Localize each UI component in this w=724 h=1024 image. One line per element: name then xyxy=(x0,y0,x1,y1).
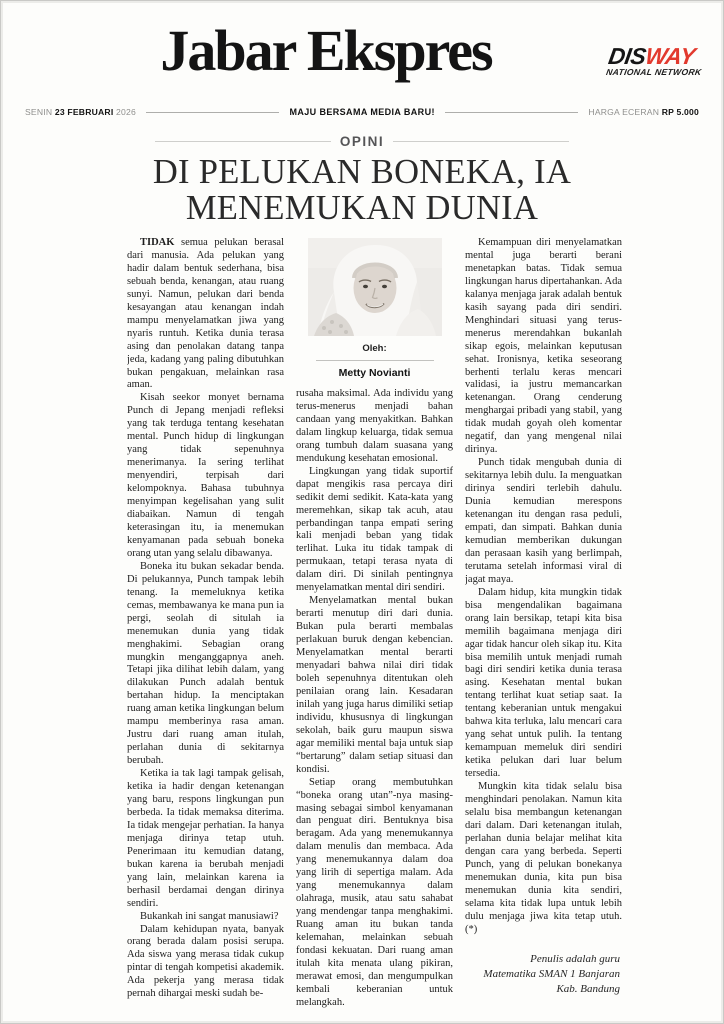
masthead xyxy=(1,1,723,99)
article-paragraph: Mungkin kita tidak selalu bisa menghindari penolakan. Namun kita selalu bisa membangun ketenangan dari dalam. Dari ketenangan itulah, perlahan dunia belajar melihat kita dengan cara yang berbeda. Seperti Punch, yang di pelukan bonekanya menemukan dunia, kita pun bisa menemukan dunia kita sendiri, selama kita tidak lupa untuk lebih dulu menjaga jiwa kita tetap utuh. (*) xyxy=(465,781,622,935)
section-kicker xyxy=(155,134,569,149)
disway-logo-part2: WAY xyxy=(643,43,697,69)
lead-word: TIDAK xyxy=(140,237,182,248)
disway-network-logo xyxy=(605,45,705,77)
byline-divider xyxy=(316,360,434,361)
article-column-3 xyxy=(465,237,622,1015)
author-photo xyxy=(308,238,442,336)
disway-logo-subtitle: NATIONAL NETWORK xyxy=(605,67,703,77)
article-paragraph: Dalam hidup, kita mungkin tidak bisa mengendalikan bagaimana orang lain bersikap, tetapi kita bisa memilih bagaimana menjaga diri agar tidak hancur oleh sikap itu. Kita bisa memilih untuk menjadi rumah bagi diri sendiri ketika dunia terasa asing. Kesehatan mental bukan tentang terlihat kuat setiap saat. Ia tentang keberanian untuk mengakui bahwa kita terluka, lalu mencari cara yang sehat untuk pulih. Ia tentang kemampuan memeluk diri sendiri ketika pelukan dari luar belum tersedia. xyxy=(465,586,622,780)
dateline-rule-right xyxy=(445,112,579,113)
author-name: Metty Novianti xyxy=(338,367,411,379)
disway-logo-text xyxy=(607,45,706,67)
article-paragraph: Dalam kehidupan nyata, banyak orang berada dalam posisi serupa. Ada siswa yang merasa tidak cukup pintar di tengah kompetisi akademik. Ada pekerja yang merasa tidak pernah dihargai meski sudah be- xyxy=(127,923,284,1000)
newspaper-title: Jabar Ekspres xyxy=(160,18,492,83)
article-headline xyxy=(1,154,723,226)
author-portrait-illustration xyxy=(308,238,442,336)
article-column-1 xyxy=(127,237,284,1015)
signature-line: Matematika SMAN 1 Banjaran xyxy=(483,968,620,981)
kicker-rule-left xyxy=(155,141,331,142)
tagline: MAJU BERSAMA MEDIA BARU! xyxy=(289,107,435,117)
dateline-bar xyxy=(25,107,699,117)
article-paragraph: Punch tidak mengubah dunia di sekitarnya lebih dulu. Ia menguatkan dirinya sendiri terlebih dahulu. Dunia kemudian merespons ketenangan itu dengan rasa peduli, empati, dan simpati. Bahkan dunia kemudian memberikan dukungan dan perasaan kasih yang berlimpah, terutama setelah informasi viral di jagat maya. xyxy=(465,457,622,585)
author-signature xyxy=(465,952,622,997)
article-paragraph: Setiap orang membutuhkan “boneka orang utan”-nya masing-masing sebagai simbol kenyamanan dan penguat diri. Bentuknya bisa beragam. Ada yang menemukannya dalam menulis dan membaca. Ada yang menemukannya dalam doa yang lirih di sepertiga malam. Ada yang menemukannya dalam olahraga, musik, atau satu sahabat yang mendengar tanpa menghakimi. Ruang aman itu bukan tanda kelemahan, melainkan sebuah fondasi kekuatan. Dari ruang aman itulah kita menata ulang pikiran, merawat emosi, dan mengumpulkan kembali keberanian untuk melangkah. xyxy=(296,776,453,1008)
article-paragraph: TIDAK semua pelukan berasal dari manusia. Ada pelukan yang hadir dalam bentuk sederhana, bisa sebuah benda, kenangan, atau ruang sunyi. Namun, pelukan dari benda kesayangan atau kenangan indah mampu menyelamatkan jiwa yang nyaris runtuh. Ketika dunia terasa asing dan penolakan datang tanpa jeda, kadang yang paling dibutuhkan bukan pengakuan, melainkan rasa aman. xyxy=(127,237,284,391)
dateline-rule-left xyxy=(146,112,280,113)
disway-logo-part1: DIS xyxy=(606,43,648,69)
article-paragraph: Kisah seekor monyet bernama Punch di Jepang menjadi refleksi yang tak terduga tentang kesehatan mental. Punch hidup di lingkungan yang tidak sepenuhnya menerimanya. Ia sering terlihat menyendiri, terpisah dari kelompoknya. Bahasa tubuhnya menyimpan kegelisahan yang sulit diabaikan. Namun di tengah keterasingan itu, ia menemukan kenyamanan pada sebuah boneka orang utan yang selalu dibawanya. xyxy=(127,392,284,559)
article-column-2-text xyxy=(296,388,453,1010)
article-column-2 xyxy=(296,237,453,1015)
headline-line-2: MENEMUKAN DUNIA xyxy=(185,189,539,227)
edition-date: SENIN 23 FEBRUARI 2026 xyxy=(25,107,136,117)
article-column-3-text xyxy=(465,237,622,936)
article-paragraph: Ketika ia tak lagi tampak gelisah, ketika ia hadir dengan ketenangan yang baru, respons lingkungan pun berbeda. Ia tidak memaksa diterima. Ia tidak mengejar perhatian. Ia hanya menjaga dirinya tetap utuh. Penerimaan itu kemudian datang, bukan karena ia berubah menjadi yang lain, melainkan karena ia berhasil berdamai dengan dirinya sendiri. xyxy=(127,768,284,909)
byline-block xyxy=(296,238,453,379)
signature-line: Kab. Bandung xyxy=(556,983,620,996)
signature-line: Penulis adalah guru xyxy=(530,953,620,966)
article-paragraph: Lingkungan yang tidak suportif dapat mengikis rasa percaya diri sedikit demi sedikit. Kata-kata yang meremehkan, sikap tak acuh, atau perbandingan tanpa empati sering kali menjadi beban yang tidak terlihat. Luka itu tidak tampak di permukaan, tetapi terasa nyata di dalam diri. Di sinilah pentingnya menyelamatkan mental diri sendiri. xyxy=(296,465,453,594)
headline-line-1: DI PELUKAN BONEKA, IA xyxy=(152,153,572,191)
byline-label: Oleh: xyxy=(362,343,387,354)
article-body xyxy=(127,237,622,1015)
section-label: OPINI xyxy=(339,134,385,149)
price: HARGA ECERAN RP 5.000 xyxy=(588,107,699,117)
kicker-rule-right xyxy=(393,141,569,142)
article-paragraph: Menyelamatkan mental bukan berarti menutup diri dari dunia. Bukan pula berarti membalas perlakuan buruk dengan kebencian. Menyelamatkan mental berarti menyadari bahwa nilai diri tidak boleh sepenuhnya ditentukan oleh penilaian orang lain. Kesadaran inilah yang juga harus dimiliki setiap individu, khususnya di lingkungan sekolah, baik guru maupun siswa agar memiliki mental baja untuk siap “bertarung” dalam setiap situasi dan kondisi. xyxy=(296,595,453,775)
article-paragraph: rusaha maksimal. Ada individu yang terus-menerus menjadi bahan candaan yang menyakitkan. Bahkan dalam lingkup keluarga, tidak semua orang tumbuh dalam suasana yang mendukung kesehatan emosional. xyxy=(296,388,453,464)
article-paragraph: Kemampuan diri menyelamatkan mental juga berarti berani menetapkan batas. Tidak semua lingkungan harus dipertahankan. Ada kalanya menjaga jarak adalah bentuk kasih sayang pada diri sendiri. Menghindari situasi yang terus-menerus merendahkan bukanlah sikap egois, melainkan keputusan sehat. Ironisnya, ketika seseorang berhenti terlalu keras mencari validasi, ia justru memancarkan ketenangan. Orang cenderung menghargai pribadi yang stabil, yang tidak mudah goyah oleh komentar negatif, dan yang mengenal nilai dirinya. xyxy=(465,237,622,456)
article-paragraph: Boneka itu bukan sekadar benda. Di pelukannya, Punch tampak lebih tenang. Ia memeluknya ketika cemas, membawanya ke mana pun ia pergi, seolah di situlah ia menemukan dunia yang tidak menghakimi. Sebagian orang mungkin menganggapnya aneh. Tetapi jika dilihat lebih dalam, yang dilakukan Punch adalah bentuk bertahan hidup. Ia menciptakan ruang aman ketika lingkungan belum mampu memberinya rasa aman. Justru dari ruang aman itulah, perlahan dunia di sekitarnya berubah. xyxy=(127,560,284,767)
article-paragraph: Bukankah ini sangat manusiawi? xyxy=(140,910,279,922)
